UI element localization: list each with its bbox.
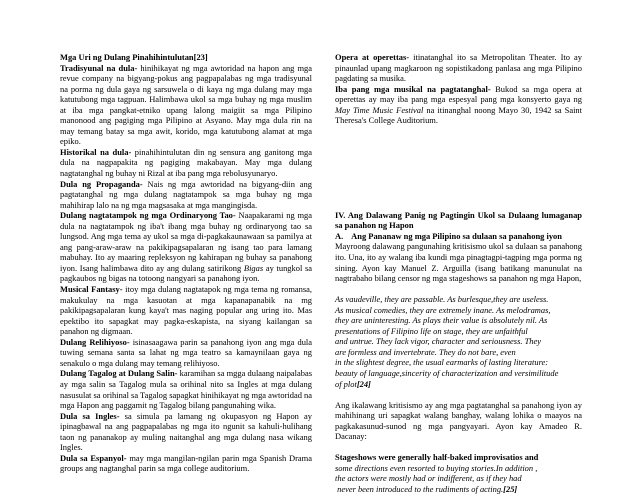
genre-heading: Musical Fantasy- [60,284,123,295]
opera-heading: Opera at operettas- [335,52,410,62]
genre-heading: Dula sa Espanyol- [60,452,127,463]
subsection-heading-a: A. Ang Pananaw ng mga Pilipino sa dulaan sa panahong iyon [335,230,562,241]
quote-line: As vaudeville, they are passable. As burlesque,they are useless. [335,294,549,305]
quote-line: the actors were mostly had or indifferent, as if they had [335,473,522,484]
left-column [60,52,312,474]
musical-heading: Iba pang mga musikal na pagtatanghal- [335,83,491,94]
genre-paragraph [60,411,312,453]
genre-heading: Historikal na dula- [60,146,132,157]
genre-paragraph [60,453,312,474]
quote-line: and untrue. They lack vigor, character and seriousness. They [335,336,541,347]
quote-block-1 [335,294,582,389]
spacer [335,389,582,400]
genre-heading: Dulang Relihiyoso- [60,336,130,347]
quote-line: are formless and invertebrate. They do not bare, even [335,346,516,357]
genre-heading: Dulang nagtatampok ng mga Ordinaryong Tao- [60,210,236,221]
genre-paragraph [60,368,312,410]
genre-body: Naapakarami ng mga dula na nagtatampok ng iba't ibang mga buhay ng ordinaryong tao sa lungsod. Ang mga tema ay ukol sa mga di-pagkakaunawaan sa pamilya at ang pang-araw-araw na pakikipagsapalaran ng isang tao para lamang mabuhay. Ito ay maaring repleksyon ng kahirapan ng buhay sa panahong iyon. Isang halimbawa dito ay ang dulang satirikong [60,210,313,273]
genre-heading: Dulang Tagalog at Dulang Salin- [60,368,178,379]
genre-body: hinihikayat ng mga awtoridad na hapon ang mga revue company na bigyang-pokus ang pagpapalabas ng mga tradisyunal na porma ng dula gaya ng sarsuwela o di kaya ng mga dulang may mga katutubong mga tagpuan. Halimbawa ukol sa mga buhay ng mga muslim at iba mga pangkat-etniko upang lalong maigiit sa mga Pilipino manonood ang pagiging mga Pilipino at Asyano. May mga dula rin na may temang batay sa mga awit, korido, mga katutubong alamat at mga epiko. [60,62,312,147]
opera-body: itinatanghal ito sa Metropolitan Theater. Ito ay pinaunlad upang magkaroon ng sopistikadong panlasa ang mga Pilipino pagdating sa musika. [335,52,582,84]
quote-block-2 [335,452,582,494]
musical-paragraph [335,84,582,126]
quote-line [335,484,582,494]
subsection-body: Mayroong dalawang pangunahing kritisismo ukol sa dulaan sa panahong ito. Una, ito ay walang iba kundi mga pinagtagpi-tagping mga porma ng sining. Ayon kay Manuel Z. Arguilla (isang batikang manunulat na nagtrabaho bilang censor ng mga stageshows sa panahon ng mga Hapon, [335,241,582,284]
genre-body: itoy mga dulang nagtatapok ng mga tema ng romansa, makukulay na mga kasuotan at mga kapanapanabik na mg pakikipagsapalaran kung kaya't mas naging popular ang uring ito. Mas epektibo ito sapagkat may pagka-eskapista, na siyang kailangan sa panahon ng digmaan. [60,284,312,337]
quote-line: presentations of Filipino life on stage, they are unfaithful [335,325,528,336]
footnote-ref: [25] [503,483,518,494]
genre-heading: Dula sa Ingles- [60,410,120,421]
footnote-ref: [24] [356,378,371,389]
quote-line: As musical comedies, they are extremely inane. As melodramas, [335,304,551,315]
genre-body: Nais ng mga awtoridad na bigyang-diin ang pagtatanghal ng mga dulang nagtatampok sa mga buhay ng mga mahihirap lalo na ng mga magsasaka at mga mangingisda. [60,178,312,210]
spacer [335,126,582,210]
quote2-heading: Stageshows were generally half-baked improvisatios and [335,452,539,463]
genre-body: karamihan sa mgga dulaang naipalabas ay mga salin sa Tagalog mula sa orihinal nito sa Ingles at mga dulang nasusulat sa orihinal sa Tagalog sapagkat hinihikayat ng mga awtoridad na mga Hapon ang paggamit ng Tagalog bilang pangunahing wika. [60,368,313,411]
festival-name: May Time Music Festival [335,104,424,115]
genre-tail: ay tungkol sa pagkaubos ng bigas na totoong nangyari sa panahong iyon. [60,262,313,284]
quote-line: they are uninteresting. As plays their value is absolutely nil. As [335,315,548,326]
genre-body: may mga mangilan-ngilan parin mga Spanish Drama groups ang nagtanghal parin sa mga college auditorium. [60,452,312,474]
quote-line: beauty of language,sincerity of characterization and versimilitude [335,367,559,378]
opera-paragraph [335,52,582,84]
genre-paragraph [60,337,312,369]
genre-body: sa simula pa lamang ng okupasyon ng Hapon ay ipinagbawal na ang pagpapalabas ng mga ito ngunit sa kahuli-hulihang taon ng pananakop ay muling naitanghal ang mga dulang nasa wikang Ingles. [60,410,312,453]
paragraph-list [60,63,312,474]
musical-tail: na itinanghal noong Mayo 30, 1942 sa Saint Theresa's College Auditorium. [335,104,582,126]
quote-text: of plot [335,378,357,389]
genre-paragraph [60,63,312,147]
quote-line: in the slightest degree, the usual earmarks of lasting literature: [335,357,549,368]
section-title: Mga Uri ng Dulang Pinahihintulutan[23] [60,52,208,62]
genre-heading: Dula ng Propaganda- [60,178,143,189]
spacer [335,284,582,295]
genre-heading: Tradisyunal na dula- [60,62,138,73]
quote-line [335,379,582,390]
genre-italic: Bigas [243,262,264,273]
musical-body: Bukod sa mga opera at operettas ay may iba pang mga espesyal pang mga konsyerto gaya ng [335,83,582,105]
quote-line: some directions even resorted to buying stories.In addition , [335,462,538,473]
genre-body: isinasaagawa parin sa panahong iyon ang mga dula tuwing semana santa sa lahat ng mga teatro sa kamaynilaan gaya ng senakulo o mga dulang may temang relihiyoso. [60,336,312,368]
section-heading-iv: IV. Ang Dalawang Panig ng Pagtingin Ukol sa Dulaang lumaganap sa panahon ng Hapon [335,209,582,231]
genre-paragraph [60,147,312,179]
genre-paragraph [60,284,312,337]
genre-paragraph [60,210,312,284]
genre-body: pinahihintulutan din ng sensura ang ganitong mga dula na nagpapakita ng pagiging makabayan. May mga dulang nagtatanghal ng buhay ni Rizal at iba pang mga rebolusyunaryo. [60,146,312,179]
quote-text: never been introduced to the rudiments of acting. [335,483,504,494]
genre-paragraph [60,179,312,211]
right-column [335,52,582,494]
spacer [335,442,582,453]
second-criticism-paragraph: Ang ikalawang kritisismo ay ang mga pagtatanghal sa panahong iyon ay mahihinang uri sapagkat walang banghay, walang lohika o maayos na pagkakasunud-sunod ng mga pangyayari. Ayon kay Amadeo R. Dacanay: [335,399,582,442]
